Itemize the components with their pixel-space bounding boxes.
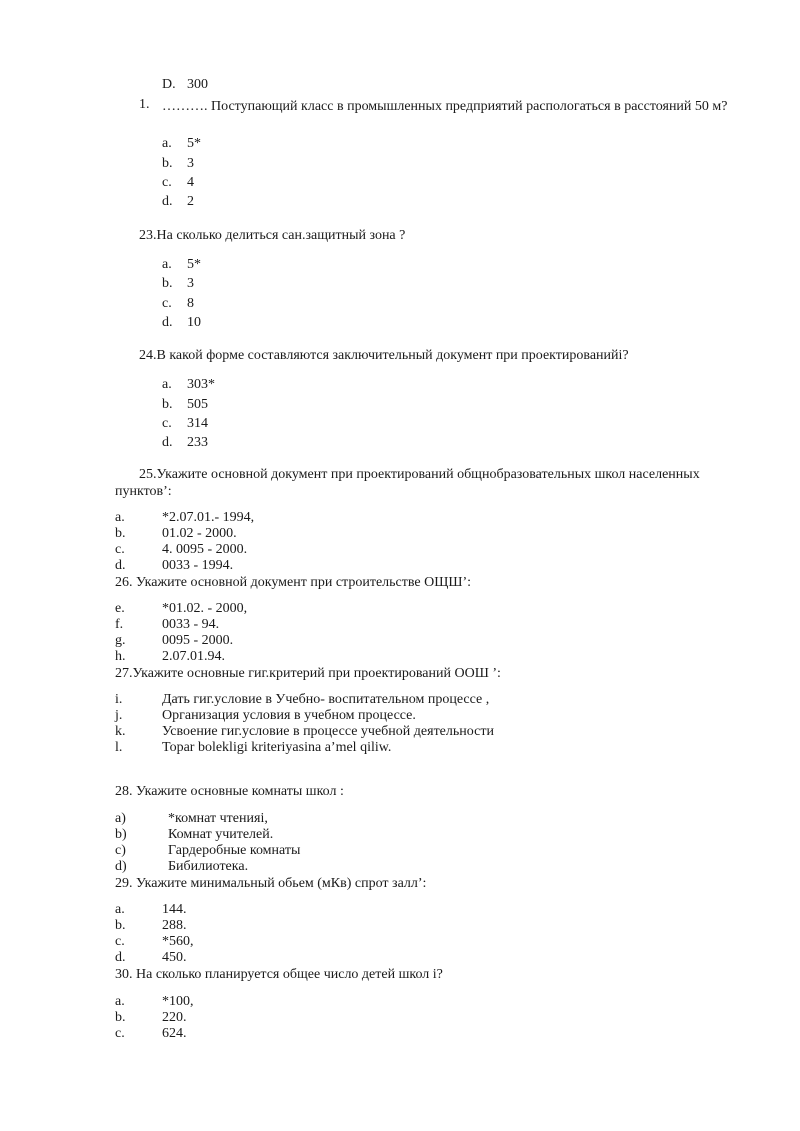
- option-text: Усвоение гиг.условие в процессе учебной деятельности: [162, 724, 494, 739]
- option-text: 0033 - 94.: [162, 617, 220, 632]
- option-text: 450.: [162, 950, 187, 965]
- option-marker: c.: [162, 175, 172, 190]
- option-text: 8: [187, 296, 194, 311]
- option-marker: c.: [115, 542, 125, 557]
- option-marker: d.: [162, 194, 173, 209]
- option-marker: c.: [115, 934, 125, 949]
- option-marker: b.: [162, 397, 173, 412]
- question-number: 1.: [139, 97, 150, 112]
- question-text: 25.Укажите основной документ при проектирований общнобразовательных школ населенных: [139, 467, 700, 482]
- option-marker: i.: [115, 692, 123, 707]
- option-text: 0095 - 2000.: [162, 633, 234, 648]
- option-marker: h.: [115, 649, 126, 664]
- option-text: 314: [187, 416, 208, 431]
- option-marker: c.: [115, 1026, 125, 1041]
- option-marker: b.: [162, 276, 173, 291]
- option-marker: a): [115, 811, 126, 826]
- option-marker: b.: [162, 156, 173, 171]
- option-marker: a.: [115, 510, 125, 525]
- question-text: 30. На сколько планируется общее число детей школ і?: [115, 967, 443, 982]
- option-marker: c.: [162, 416, 172, 431]
- option-marker: D.: [162, 77, 176, 92]
- option-marker: b.: [115, 526, 126, 541]
- option-marker: d.: [162, 315, 173, 330]
- option-text: *100,: [162, 994, 194, 1009]
- option-marker: a.: [115, 994, 125, 1009]
- option-text: Topar bolekligi kriteriyasina a’mel qiliw.: [162, 740, 392, 755]
- question-text: ………. Поступающий класс в промышленных предприятий распологаться в расстояний 50 м?: [162, 99, 728, 114]
- option-marker: c.: [162, 296, 172, 311]
- option-text: Комнат учителей.: [168, 827, 274, 842]
- option-text: 2.07.01.94.: [162, 649, 225, 664]
- question-text: 28. Укажите основные комнаты школ :: [115, 784, 344, 799]
- option-text: 233: [187, 435, 208, 450]
- option-text: 624.: [162, 1026, 187, 1041]
- option-marker: f.: [115, 617, 124, 632]
- question-text: 27.Укажите основные гиг.критерий при проектирований ООШ ’:: [115, 666, 501, 681]
- option-text: *01.02. - 2000,: [162, 601, 248, 616]
- option-text: Бибилиотека.: [168, 859, 249, 874]
- option-marker: b.: [115, 1010, 126, 1025]
- option-marker: l.: [115, 740, 123, 755]
- option-marker: c): [115, 843, 126, 858]
- option-text: *2.07.01.- 1994,: [162, 510, 255, 525]
- option-marker: b): [115, 827, 127, 842]
- option-marker: d.: [115, 950, 126, 965]
- option-text: 2: [187, 194, 194, 209]
- option-marker: d.: [115, 558, 126, 573]
- question-text: 26. Укажите основной документ при строительстве ОЩШ’:: [115, 575, 472, 590]
- option-text: 3: [187, 156, 194, 171]
- option-marker: j.: [115, 708, 123, 723]
- question-text: 23.На сколько делиться сан.защитный зона ?: [139, 228, 406, 243]
- option-text: 144.: [162, 902, 187, 917]
- option-marker: e.: [115, 601, 125, 616]
- option-text: Организация условия в учебном процессе.: [162, 708, 416, 723]
- option-marker: a.: [162, 377, 172, 392]
- option-text: 288.: [162, 918, 187, 933]
- option-text: 10: [187, 315, 201, 330]
- option-text: 4: [187, 175, 194, 190]
- option-marker: d.: [162, 435, 173, 450]
- option-text: 01.02 - 2000.: [162, 526, 237, 541]
- option-text: 3: [187, 276, 194, 291]
- option-text: Гардеробные комнаты: [168, 843, 301, 858]
- option-text: *комнат чтенияі,: [168, 811, 268, 826]
- option-marker: a.: [162, 257, 172, 272]
- question-text-continued: пунктов’:: [115, 484, 172, 499]
- option-text: 4. 0095 - 2000.: [162, 542, 248, 557]
- option-text: 5*: [187, 257, 201, 272]
- option-text: 300: [187, 77, 208, 92]
- option-marker: a.: [115, 902, 125, 917]
- option-text: 505: [187, 397, 208, 412]
- option-marker: g.: [115, 633, 126, 648]
- question-text: 29. Укажите минимальный обьем (мКв) спрот залл’:: [115, 876, 427, 891]
- option-marker: k.: [115, 724, 126, 739]
- option-text: 220.: [162, 1010, 187, 1025]
- option-marker: a.: [162, 136, 172, 151]
- option-text: 303*: [187, 377, 215, 392]
- option-marker: b.: [115, 918, 126, 933]
- option-text: 0033 - 1994.: [162, 558, 234, 573]
- option-text: 5*: [187, 136, 201, 151]
- question-text: 24.В какой форме составляются заключительный документ при проектированийі?: [139, 348, 629, 363]
- option-text: Дать гиг.условие в Учебно- воспитательном процессе ,: [162, 692, 490, 707]
- option-text: *560,: [162, 934, 194, 949]
- option-marker: d): [115, 859, 127, 874]
